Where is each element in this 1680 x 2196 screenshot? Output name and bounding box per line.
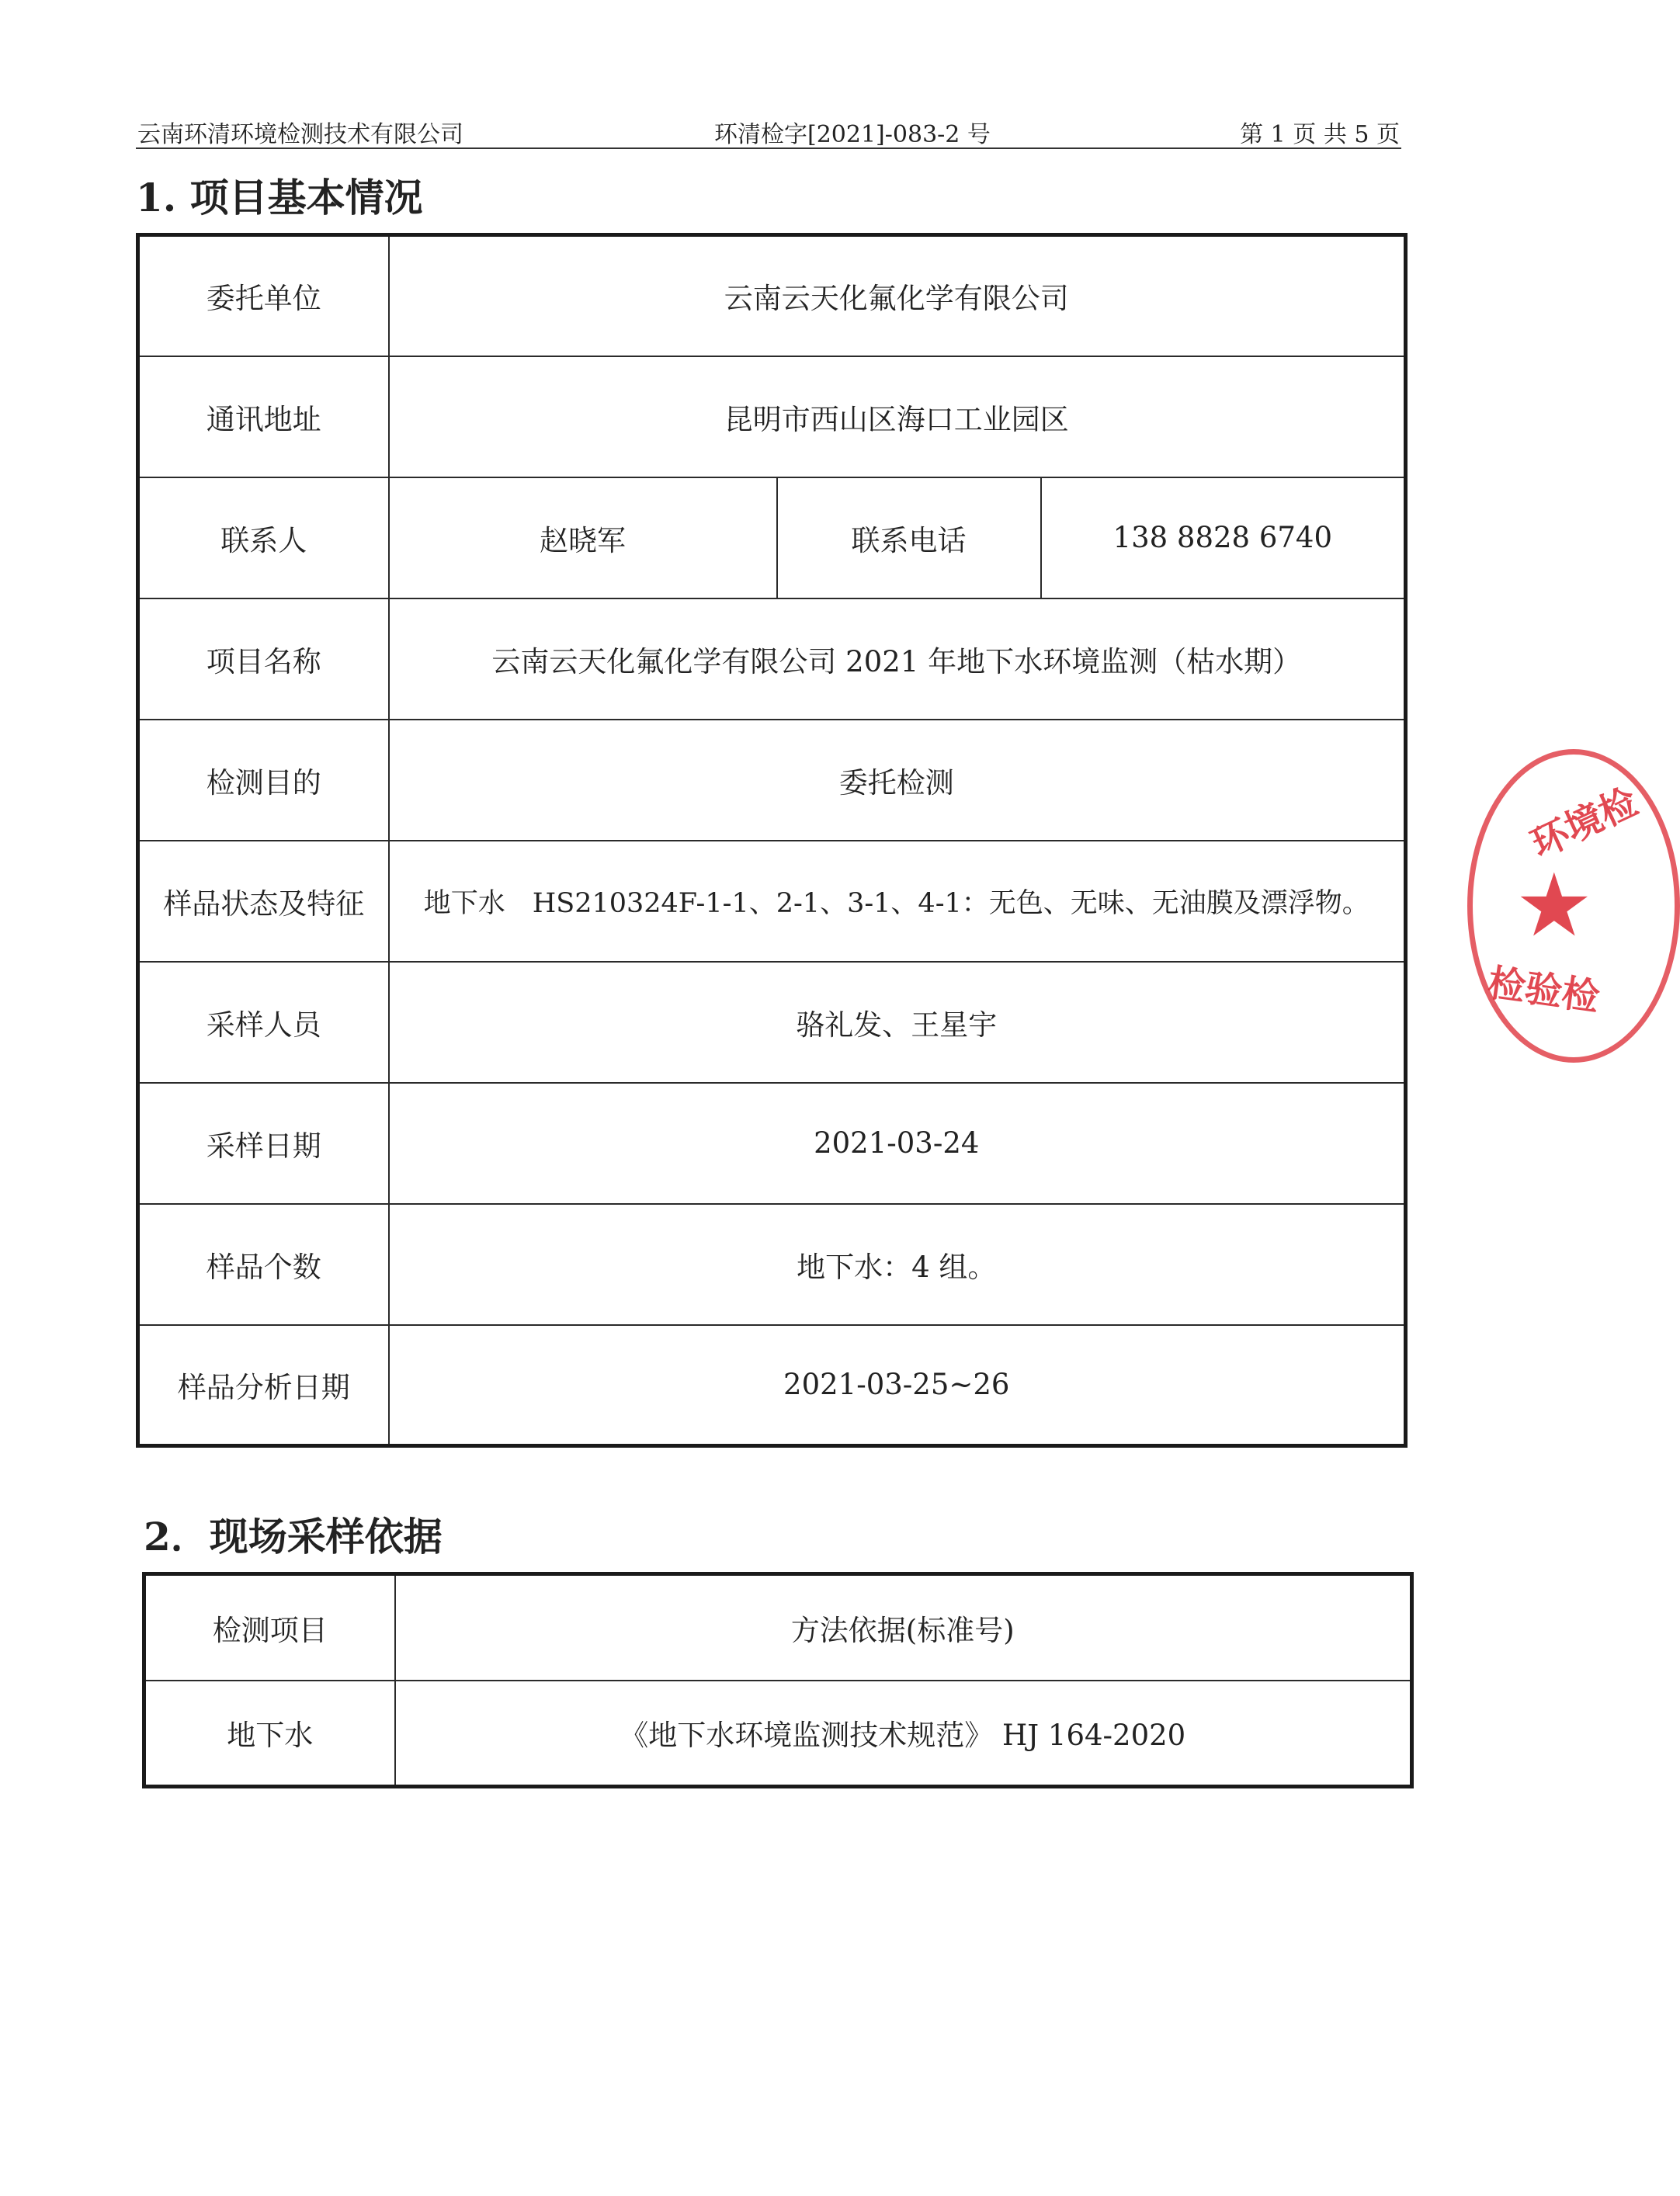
purpose-label: 检测目的: [138, 720, 389, 841]
table-row-sampling-date: [138, 1083, 1406, 1204]
header-report-code: 环清检字[2021]-083-2 号: [714, 121, 991, 148]
sample-state-label: 样品状态及特征: [138, 841, 389, 962]
table-row: [144, 1681, 1412, 1787]
client-label: 委托单位: [138, 235, 389, 356]
table-header-row: [144, 1574, 1412, 1681]
contact-value: 赵晓军: [389, 477, 777, 598]
header-company: 云南环清环境检测技术有限公司: [137, 121, 463, 148]
table-row-contact: [138, 477, 1406, 598]
table-row-project: [138, 598, 1406, 720]
project-info-table: [136, 233, 1408, 1448]
purpose-value: 委托检测: [389, 720, 1406, 841]
star-icon: ★: [1519, 859, 1589, 951]
samplers-label: 采样人员: [138, 962, 389, 1083]
row-item: 地下水: [144, 1681, 395, 1787]
sampling-date-label: 采样日期: [138, 1083, 389, 1204]
contact-label: 联系人: [138, 477, 389, 598]
address-label: 通讯地址: [138, 356, 389, 477]
header-item: 检测项目: [144, 1574, 395, 1681]
page-header: [136, 109, 1401, 149]
section2-title: 2．现场采样依据: [144, 1514, 443, 1559]
sample-count-value: 地下水：4 组。: [389, 1204, 1406, 1325]
phone-label: 联系电话: [777, 477, 1041, 598]
sample-state-value: 地下水 HS210324F-1-1、2-1、3-1、4-1：无色、无味、无油膜及漂浮物。: [389, 841, 1406, 962]
official-seal: [1467, 749, 1680, 1063]
table-row-purpose: [138, 720, 1406, 841]
section1-title: 1. 项目基本情况: [136, 175, 423, 220]
phone-value: 138 8828 6740: [1041, 477, 1406, 598]
table-row-client: [138, 235, 1406, 356]
project-label: 项目名称: [138, 598, 389, 720]
seal-top-text: 环境检: [1524, 779, 1645, 867]
sampling-date-value: 2021-03-24: [389, 1083, 1406, 1204]
sampling-basis-table: [142, 1572, 1414, 1788]
header-page-info: 第 1 页 共 5 页: [1240, 121, 1400, 148]
analysis-date-label: 样品分析日期: [138, 1325, 389, 1446]
samplers-value: 骆礼发、王星宇: [389, 962, 1406, 1083]
seal-bottom-text: 检验检: [1485, 961, 1602, 1020]
table-row-sample-count: [138, 1204, 1406, 1325]
table-row-sample-state: [138, 841, 1406, 962]
header-method: 方法依据(标准号): [395, 1574, 1412, 1681]
row-method: 《地下水环境监测技术规范》 HJ 164-2020: [395, 1681, 1412, 1787]
project-value: 云南云天化氟化学有限公司 2021 年地下水环境监测（枯水期）: [389, 598, 1406, 720]
table-row-samplers: [138, 962, 1406, 1083]
table-row-analysis-date: [138, 1325, 1406, 1446]
client-value: 云南云天化氟化学有限公司: [389, 235, 1406, 356]
table-row-address: [138, 356, 1406, 477]
address-value: 昆明市西山区海口工业园区: [389, 356, 1406, 477]
analysis-date-value: 2021-03-25~26: [389, 1325, 1406, 1446]
sample-count-label: 样品个数: [138, 1204, 389, 1325]
